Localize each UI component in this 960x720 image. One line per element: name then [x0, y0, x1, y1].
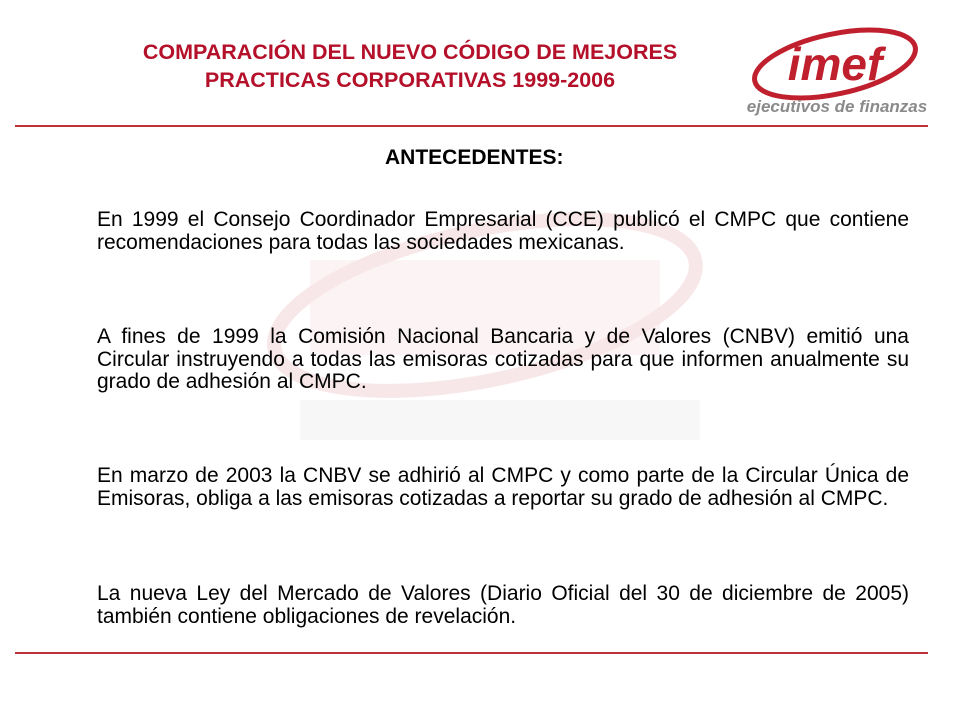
imef-logo [735, 20, 940, 120]
paragraph-1: En 1999 el Consejo Coordinador Empresarial (CCE) publicó el CMPC que contiene recomendaciones para todas las sociedades mexicanas. [97, 208, 909, 254]
paragraph-4: La nueva Ley del Mercado de Valores (Diario Oficial del 30 de diciembre de 2005) también contiene obligaciones de revelación. [97, 582, 909, 628]
bottom-divider [15, 652, 928, 654]
title-line-1: COMPARACIÓN DEL NUEVO CÓDIGO DE MEJORES [142, 40, 678, 64]
section-heading: ANTECEDENTES: [385, 146, 564, 169]
paragraph-2: A fines de 1999 la Comisión Nacional Bancaria y de Valores (CNBV) emitió una Circular instruyendo a todas las emisoras cotizadas para que informen anualmente su grado de adhesión al CMPC. [97, 325, 909, 393]
slide-title [60, 38, 760, 94]
top-divider [15, 125, 928, 127]
logo-tagline: ejecutivos de finanzas [746, 97, 928, 116]
paragraph-3: En marzo de 2003 la CNBV se adhirió al CMPC y como parte de la Circular Única de Emisoras, obliga a las emisoras cotizadas a reportar su grado de adhesión al CMPC. [97, 464, 909, 510]
title-line-2: PRACTICAS CORPORATIVAS 1999-2006 [204, 68, 616, 92]
logo-wordmark: imef [787, 38, 883, 90]
